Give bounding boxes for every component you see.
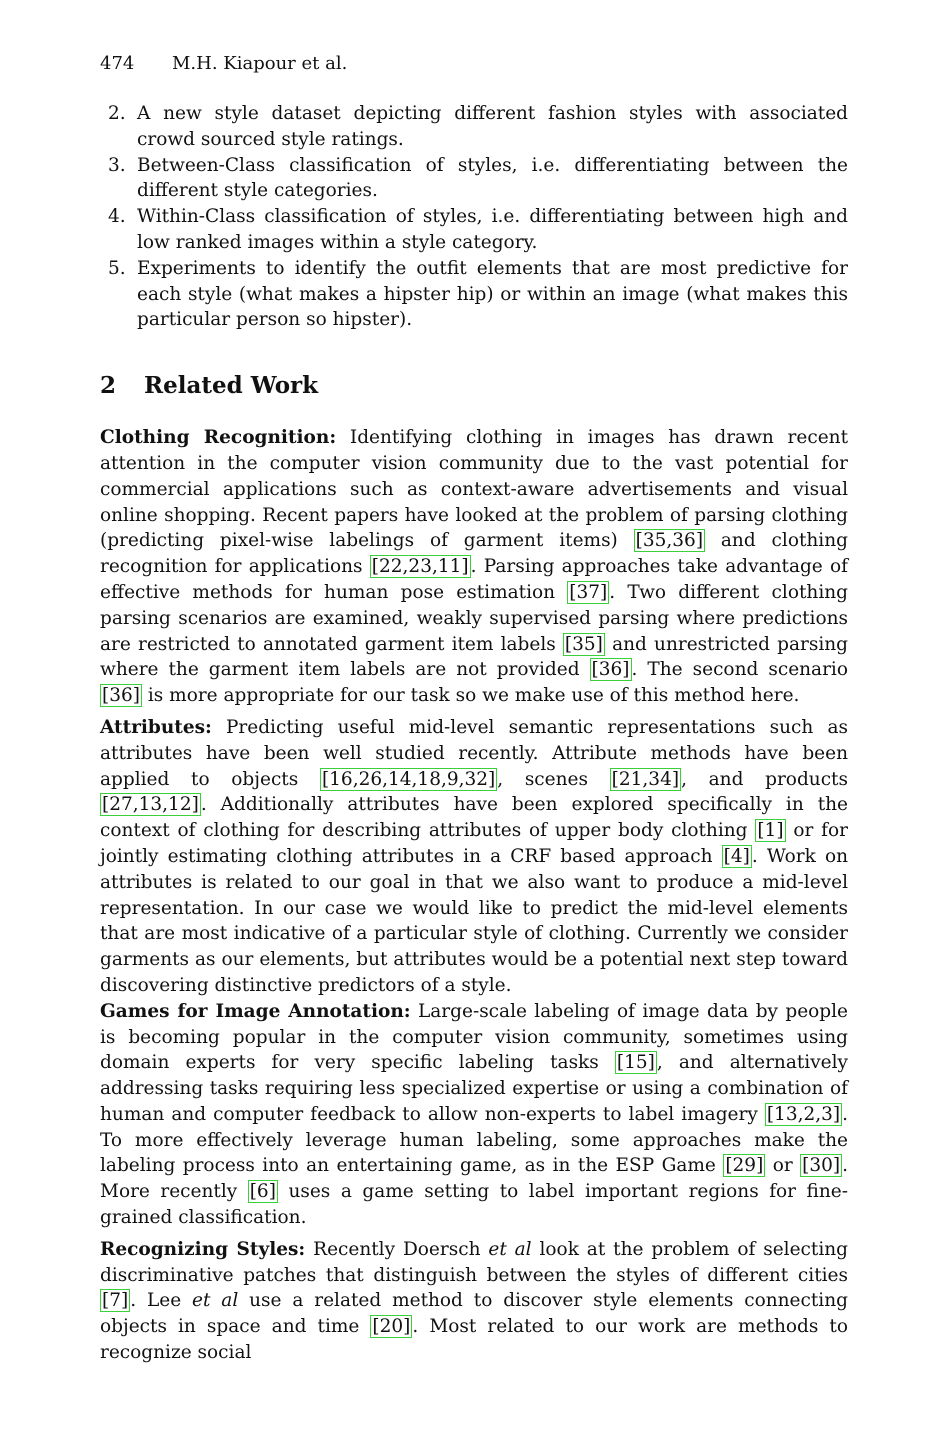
body-text: use a related method to discover style elements connecting objects in space and time <box>100 1290 848 1338</box>
citation-link[interactable]: [35] <box>564 633 603 655</box>
section-heading <box>100 371 848 401</box>
list-text: Experiments to identify the outfit elements that are most predictive for each style (what makes a hipster hip) or within an image (what makes this particular person so hipster). <box>137 257 848 331</box>
citation-link[interactable]: [15] <box>616 1052 655 1074</box>
list-text: Between-Class classification of styles, i.e. differentiating between the different style categories. <box>137 154 848 202</box>
body-text: . Work on attributes is related to our goal in that we also want to produce a mid-level representation. In our case we would like to predict the mid-level elements that are most indicative of a particular style of clothing. Currently we consider garments as our elements, but attributes would be a potential next step toward discovering distinctive predictors of a style. <box>100 845 848 996</box>
section-title: Related Work <box>144 372 319 400</box>
list-item <box>100 256 848 333</box>
body-text: . More recently <box>100 1155 848 1203</box>
citation-link[interactable]: [21,34] <box>611 768 680 790</box>
paragraph-recognizing-styles <box>100 1237 848 1366</box>
runin-heading: Recognizing Styles: <box>100 1238 306 1260</box>
list-number: 5. <box>108 257 126 279</box>
list-number: 3. <box>108 154 126 176</box>
contribution-list <box>100 101 848 333</box>
body-text: . Two different clothing parsing scenarios are examined, weakly supervised parsing where predictions are restricted to annotated garment item labels <box>100 581 848 655</box>
body-text: Recently Doersch <box>305 1238 489 1260</box>
body-text: or for jointly estimating clothing attributes in a CRF based approach <box>100 820 848 867</box>
list-item <box>100 204 848 256</box>
body-text: Identifying clothing in images has drawn recent attention in the computer vision community due to the vast potential for commercial applications such as context-aware advertisements and visual online shopping. Recent papers have looked at the problem of parsing clothing (predicting pixel-wise labelings of garment items) <box>100 427 849 552</box>
running-title: M.H. Kiapour et al. <box>172 53 348 74</box>
paragraph-attributes <box>100 715 848 999</box>
section-number: 2 <box>100 372 117 400</box>
paragraph-games-annotation <box>100 999 848 1231</box>
citation-link[interactable]: [37] <box>569 581 608 603</box>
body-text: is more appropriate for our task so we make use of this method here. <box>141 685 800 707</box>
body-text: Large-scale labeling of image data by people is becoming popular in the computer vision community, sometimes using domain experts for very specific labeling tasks <box>100 1000 848 1074</box>
paper-page <box>100 52 848 1372</box>
runin-heading: Games for Image Annotation: <box>100 1000 411 1022</box>
body-text: Predicting useful mid-level semantic representations such as attributes have been well studied recently. Attribute methods have been applied to objects <box>100 716 848 790</box>
body-text: , and products <box>681 768 848 790</box>
body-text: . Lee <box>130 1290 193 1312</box>
body-text: uses a game setting to label important regions for fine-grained classification. <box>100 1181 848 1229</box>
citation-link[interactable]: [4] <box>723 845 750 867</box>
running-header <box>100 52 848 76</box>
citation-link[interactable]: [6] <box>249 1181 276 1203</box>
citation-link[interactable]: [1] <box>757 820 784 842</box>
paragraph-clothing-recognition <box>100 425 848 709</box>
body-text: and clothing recognition for applications <box>100 530 848 578</box>
citation-link[interactable]: [30] <box>802 1155 841 1177</box>
citation-link[interactable]: [27,13,12] <box>102 794 199 816</box>
citation-link[interactable]: [7] <box>102 1290 129 1312</box>
citation-link[interactable]: [35,36] <box>635 530 704 552</box>
body-text: . The second scenario <box>631 659 848 681</box>
page-number: 474 <box>100 53 135 74</box>
runin-heading: Attributes: <box>100 716 212 738</box>
citation-link[interactable]: [16,26,14,18,9,32] <box>321 768 496 790</box>
citation-link[interactable]: [13,2,3] <box>766 1103 841 1125</box>
list-number: 2. <box>108 103 126 124</box>
citation-link[interactable]: [22,23,11] <box>371 556 469 578</box>
italic-text: et al <box>192 1290 239 1312</box>
body-text: , scenes <box>497 768 610 790</box>
list-item <box>100 153 848 205</box>
citation-link[interactable]: [29] <box>725 1155 764 1177</box>
list-number: 4. <box>108 206 126 228</box>
body-text: , and alternatively addressing tasks requiring less specialized expertise or using a combination of human and computer feedback to allow non-experts to label imagery <box>100 1052 848 1125</box>
citation-link[interactable]: [36] <box>102 685 140 707</box>
body-text: . Additionally attributes have been explored specifically in the context of clothing for describing attributes of upper body clothing <box>100 794 848 842</box>
body-text: and unrestricted parsing where the garment item labels are not provided <box>100 633 848 681</box>
citation-link[interactable]: [20] <box>372 1316 411 1338</box>
body-text: . Parsing approaches take advantage of effective methods for human pose estimation <box>100 556 848 603</box>
italic-text: et al <box>488 1238 532 1260</box>
list-text: Within-Class classification of styles, i.e. differentiating between high and low ranked images within a style category. <box>137 206 848 253</box>
body-text: look at the problem of selecting discriminative patches that distinguish between the styles of different cities <box>100 1238 848 1286</box>
body-text: . To more effectively leverage human labeling, some approaches make the labeling process into an entertaining game, as in the ESP Game <box>100 1103 848 1177</box>
list-item <box>100 101 848 153</box>
body-text: . Most related to our work are methods to recognize social <box>100 1316 848 1364</box>
citation-link[interactable]: [36] <box>591 659 630 681</box>
body-text: or <box>765 1155 801 1177</box>
list-text: A new style dataset depicting different fashion styles with associated crowd sourced style ratings. <box>137 103 848 150</box>
runin-heading: Clothing Recognition: <box>100 427 337 449</box>
